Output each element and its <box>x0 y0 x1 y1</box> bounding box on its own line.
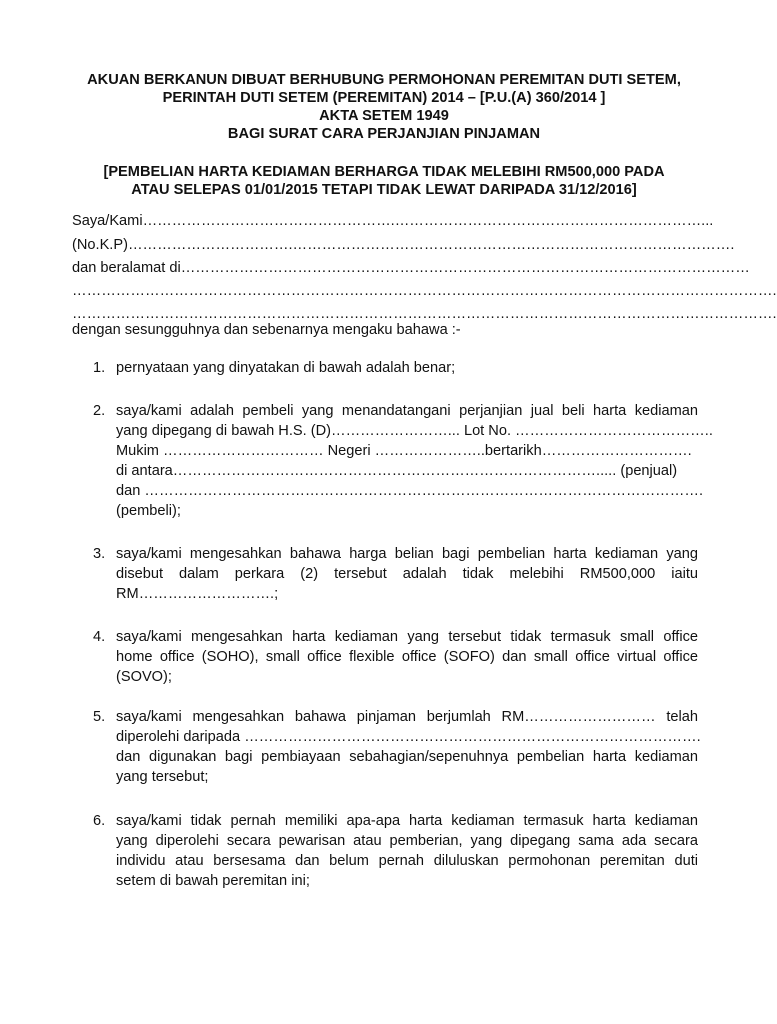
list-item-line: saya/kami mengesahkan bahawa harga belian bagi pembelian harta kediaman yang <box>116 546 698 562</box>
list-number: 3. <box>93 546 106 562</box>
list-item-line: saya/kami mengesahkan harta kediaman yang tersebut tidak termasuk small office <box>116 629 698 645</box>
list-item-line: pernyataan yang dinyatakan di bawah adalah benar; <box>116 360 456 376</box>
list-number: 6. <box>93 813 106 829</box>
list-number: 1. <box>93 360 106 376</box>
list-item-line: di antara……………………………………………………………………………..... (penjual) <box>116 463 678 479</box>
heading-line-2: PERINTAH DUTI SETEM (PEREMITAN) 2014 – [P.U.(A) 360/2014 ] <box>162 90 606 106</box>
list-item-line: yang tersebut; <box>116 769 209 785</box>
list-item-line: dan digunakan bagi pembiayaan sebahagian/sepenuhnya pembelian harta kediaman <box>116 749 698 765</box>
list-item-line: saya/kami mengesahkan bahawa pinjaman berjumlah RM……………………… telah <box>116 709 698 725</box>
subtitle-line-1: [PEMBELIAN HARTA KEDIAMAN BERHARGA TIDAK MELEBIHI RM500,000 PADA <box>103 164 665 180</box>
list-number: 4. <box>93 629 106 645</box>
list-item-line: setem di bawah peremitan ini; <box>116 873 310 889</box>
declaration-text: dengan sesungguhnya dan sebenarnya mengaku bahawa :- <box>72 322 461 338</box>
address-field-line-3: ………………………………………………………………………………………………………………………………. <box>72 306 777 322</box>
heading-line-1: AKUAN BERKANUN DIBUAT BERHUBUNG PERMOHONAN PEREMITAN DUTI SETEM, <box>87 72 681 88</box>
list-item-line: dan ……………………………………………………………………………………………………. <box>116 483 704 499</box>
list-item-line: diperolehi daripada …………………………………………………………………………………. <box>116 729 701 745</box>
list-item-line: (SOVO); <box>116 669 172 685</box>
heading-line-4: BAGI SURAT CARA PERJANJIAN PINJAMAN <box>227 126 541 142</box>
address-field-line-2: ………………………………………………………………………………………………………………………………. <box>72 283 777 299</box>
nokp-field-line: (No.K.P)…………………………….………………………………………………………………………………. <box>72 237 735 253</box>
name-field-line: Saya/Kami…………………………………………….………………………………………………………... <box>72 213 714 229</box>
list-item-line: RM……………………….; <box>116 586 279 602</box>
list-number: 5. <box>93 709 106 725</box>
subtitle-line-2: ATAU SELEPAS 01/01/2015 TETAPI TIDAK LEWAT DARIPADA 31/12/2016] <box>131 182 637 198</box>
address-field-line-1: dan beralamat di……………………………………………………………………………………………………… <box>72 260 750 276</box>
heading-line-3: AKTA SETEM 1949 <box>319 108 449 124</box>
list-number: 2. <box>93 403 106 419</box>
list-item-line: home office (SOHO), small office flexible office (SOFO) dan small office virtual office <box>116 649 698 665</box>
list-item-line: Mukim …………………………… Negeri …………………..bertarikh…………………………. <box>116 443 692 459</box>
list-item-line: yang dipegang di bawah H.S. (D)……………………... Lot No. ………………………………….. <box>116 423 713 439</box>
list-item-line: saya/kami tidak pernah memiliki apa-apa harta kediaman termasuk harta kediaman <box>116 813 698 829</box>
list-item-line: (pembeli); <box>116 503 181 519</box>
list-item-line: yang diperolehi secara pewarisan atau pemberian, yang dipegang sama ada secara <box>116 833 698 849</box>
list-item-line: disebut dalam perkara (2) tersebut adalah tidak melebihi RM500,000 iaitu <box>116 566 698 582</box>
list-item-line: saya/kami adalah pembeli yang menandatangani perjanjian jual beli harta kediaman <box>116 403 698 419</box>
list-item-line: individu atau bersesama dan belum pernah diluluskan permohonan peremitan duti <box>116 853 698 869</box>
